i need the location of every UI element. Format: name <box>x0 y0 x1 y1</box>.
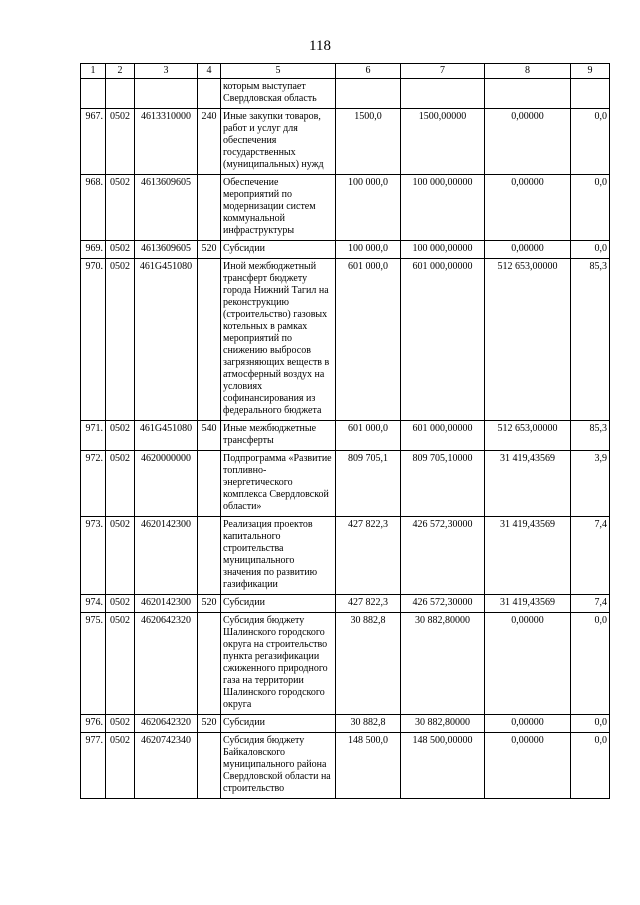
cell-a6: 148 500,0 <box>336 733 401 799</box>
cell-name: Субсидия бюджету Байкаловского муниципального района Свердловской области на строительство <box>221 733 336 799</box>
table-row <box>81 613 610 715</box>
cell-num: 970. <box>81 259 106 421</box>
cell-a7: 148 500,00000 <box>401 733 485 799</box>
header-row <box>81 64 610 79</box>
cell-csr: 4620142300 <box>135 595 198 613</box>
cell-vr <box>198 733 221 799</box>
cell-a8: 0,00000 <box>485 241 571 259</box>
cell-vr: 520 <box>198 715 221 733</box>
header-cell: 9 <box>571 64 610 79</box>
table-row <box>81 175 610 241</box>
cell-sec: 0502 <box>106 613 135 715</box>
cell-a6 <box>336 79 401 109</box>
cell-csr: 4613609605 <box>135 241 198 259</box>
cell-a9: 0,0 <box>571 241 610 259</box>
cell-a8: 512 653,00000 <box>485 259 571 421</box>
cell-name: Иной межбюджетный трансферт бюджету города Нижний Тагил на реконструкцию (строительство) газовых котельных в рамках мероприятий по снижению выбросов загрязняющих веществ в атмосферный воздух на условиях софинансирования из федерального бюджета <box>221 259 336 421</box>
cell-a7 <box>401 79 485 109</box>
cell-sec: 0502 <box>106 241 135 259</box>
cell-a7: 100 000,00000 <box>401 175 485 241</box>
cell-a8: 0,00000 <box>485 613 571 715</box>
header-cell: 8 <box>485 64 571 79</box>
cell-num: 968. <box>81 175 106 241</box>
cell-csr: 4620642320 <box>135 613 198 715</box>
header-cell: 1 <box>81 64 106 79</box>
cell-a7: 30 882,80000 <box>401 715 485 733</box>
header-cell: 4 <box>198 64 221 79</box>
cell-a9: 0,0 <box>571 733 610 799</box>
cell-a7: 1500,00000 <box>401 109 485 175</box>
cell-vr <box>198 451 221 517</box>
cell-vr: 520 <box>198 595 221 613</box>
cell-a6: 427 822,3 <box>336 517 401 595</box>
cell-num: 967. <box>81 109 106 175</box>
cell-sec: 0502 <box>106 109 135 175</box>
cell-num: 969. <box>81 241 106 259</box>
cell-sec <box>106 79 135 109</box>
cell-sec: 0502 <box>106 517 135 595</box>
cell-csr: 461G451080 <box>135 259 198 421</box>
cell-vr <box>198 175 221 241</box>
cell-a7: 601 000,00000 <box>401 421 485 451</box>
cell-csr: 4613310000 <box>135 109 198 175</box>
cell-num: 976. <box>81 715 106 733</box>
cell-vr <box>198 613 221 715</box>
cell-a8: 0,00000 <box>485 733 571 799</box>
cell-num: 975. <box>81 613 106 715</box>
header-cell: 5 <box>221 64 336 79</box>
cell-a6: 1500,0 <box>336 109 401 175</box>
cell-a8: 31 419,43569 <box>485 595 571 613</box>
cell-a9: 85,3 <box>571 421 610 451</box>
table-row <box>81 79 610 109</box>
cell-csr: 461G451080 <box>135 421 198 451</box>
table-row <box>81 241 610 259</box>
cell-name: Иные межбюджетные трансферты <box>221 421 336 451</box>
table-row <box>81 517 610 595</box>
table-row <box>81 421 610 451</box>
cell-a7: 30 882,80000 <box>401 613 485 715</box>
budget-table <box>80 63 610 799</box>
cell-a9: 0,0 <box>571 175 610 241</box>
table-row <box>81 715 610 733</box>
cell-a9 <box>571 79 610 109</box>
cell-a6: 427 822,3 <box>336 595 401 613</box>
cell-num <box>81 79 106 109</box>
cell-a6: 601 000,0 <box>336 259 401 421</box>
cell-name: Субсидии <box>221 241 336 259</box>
cell-a9: 85,3 <box>571 259 610 421</box>
cell-num: 972. <box>81 451 106 517</box>
cell-a6: 809 705,1 <box>336 451 401 517</box>
header-cell: 7 <box>401 64 485 79</box>
cell-a7: 426 572,30000 <box>401 517 485 595</box>
table-row <box>81 595 610 613</box>
cell-a8: 0,00000 <box>485 175 571 241</box>
cell-a8: 31 419,43569 <box>485 451 571 517</box>
cell-vr: 240 <box>198 109 221 175</box>
cell-sec: 0502 <box>106 733 135 799</box>
cell-a6: 30 882,8 <box>336 715 401 733</box>
cell-a6: 100 000,0 <box>336 241 401 259</box>
cell-name: Иные закупки товаров, работ и услуг для обеспечения государственных (муниципальных) нужд <box>221 109 336 175</box>
cell-a9: 0,0 <box>571 715 610 733</box>
cell-a6: 601 000,0 <box>336 421 401 451</box>
cell-a7: 809 705,10000 <box>401 451 485 517</box>
page-number: 118 <box>309 38 331 54</box>
table-row <box>81 109 610 175</box>
cell-a8: 0,00000 <box>485 109 571 175</box>
cell-a7: 426 572,30000 <box>401 595 485 613</box>
cell-csr: 4613609605 <box>135 175 198 241</box>
cell-csr <box>135 79 198 109</box>
cell-csr: 4620742340 <box>135 733 198 799</box>
cell-sec: 0502 <box>106 715 135 733</box>
cell-a9: 0,0 <box>571 613 610 715</box>
cell-vr <box>198 517 221 595</box>
cell-a6: 30 882,8 <box>336 613 401 715</box>
cell-name: Субсидии <box>221 715 336 733</box>
cell-a7: 100 000,00000 <box>401 241 485 259</box>
header-cell: 2 <box>106 64 135 79</box>
cell-name: Субсидии <box>221 595 336 613</box>
header-cell: 3 <box>135 64 198 79</box>
cell-vr: 540 <box>198 421 221 451</box>
cell-name: которым выступает Свердловская область <box>221 79 336 109</box>
cell-a9: 7,4 <box>571 595 610 613</box>
cell-num: 974. <box>81 595 106 613</box>
cell-a8: 512 653,00000 <box>485 421 571 451</box>
cell-vr: 520 <box>198 241 221 259</box>
cell-sec: 0502 <box>106 595 135 613</box>
cell-sec: 0502 <box>106 259 135 421</box>
cell-name: Субсидия бюджету Шалинского городского округа на строительство пункта регазификации сжиженного природного газа на территории Шалинского городского округа <box>221 613 336 715</box>
cell-name: Реализация проектов капитального строительства муниципального значения по развитию газификации <box>221 517 336 595</box>
cell-vr <box>198 259 221 421</box>
cell-a8: 31 419,43569 <box>485 517 571 595</box>
cell-sec: 0502 <box>106 451 135 517</box>
table-row <box>81 259 610 421</box>
cell-csr: 4620642320 <box>135 715 198 733</box>
cell-sec: 0502 <box>106 421 135 451</box>
table-row <box>81 733 610 799</box>
cell-csr: 4620142300 <box>135 517 198 595</box>
cell-num: 971. <box>81 421 106 451</box>
cell-num: 973. <box>81 517 106 595</box>
cell-a8 <box>485 79 571 109</box>
cell-a6: 100 000,0 <box>336 175 401 241</box>
cell-a9: 7,4 <box>571 517 610 595</box>
table-row <box>81 451 610 517</box>
cell-sec: 0502 <box>106 175 135 241</box>
cell-a9: 3,9 <box>571 451 610 517</box>
cell-a9: 0,0 <box>571 109 610 175</box>
cell-csr: 4620000000 <box>135 451 198 517</box>
cell-name: Подпрограмма «Развитие топливно-энергетического комплекса Свердловской области» <box>221 451 336 517</box>
cell-num: 977. <box>81 733 106 799</box>
cell-a8: 0,00000 <box>485 715 571 733</box>
cell-a7: 601 000,00000 <box>401 259 485 421</box>
cell-vr <box>198 79 221 109</box>
cell-name: Обеспечение мероприятий по модернизации систем коммунальной инфраструктуры <box>221 175 336 241</box>
header-cell: 6 <box>336 64 401 79</box>
